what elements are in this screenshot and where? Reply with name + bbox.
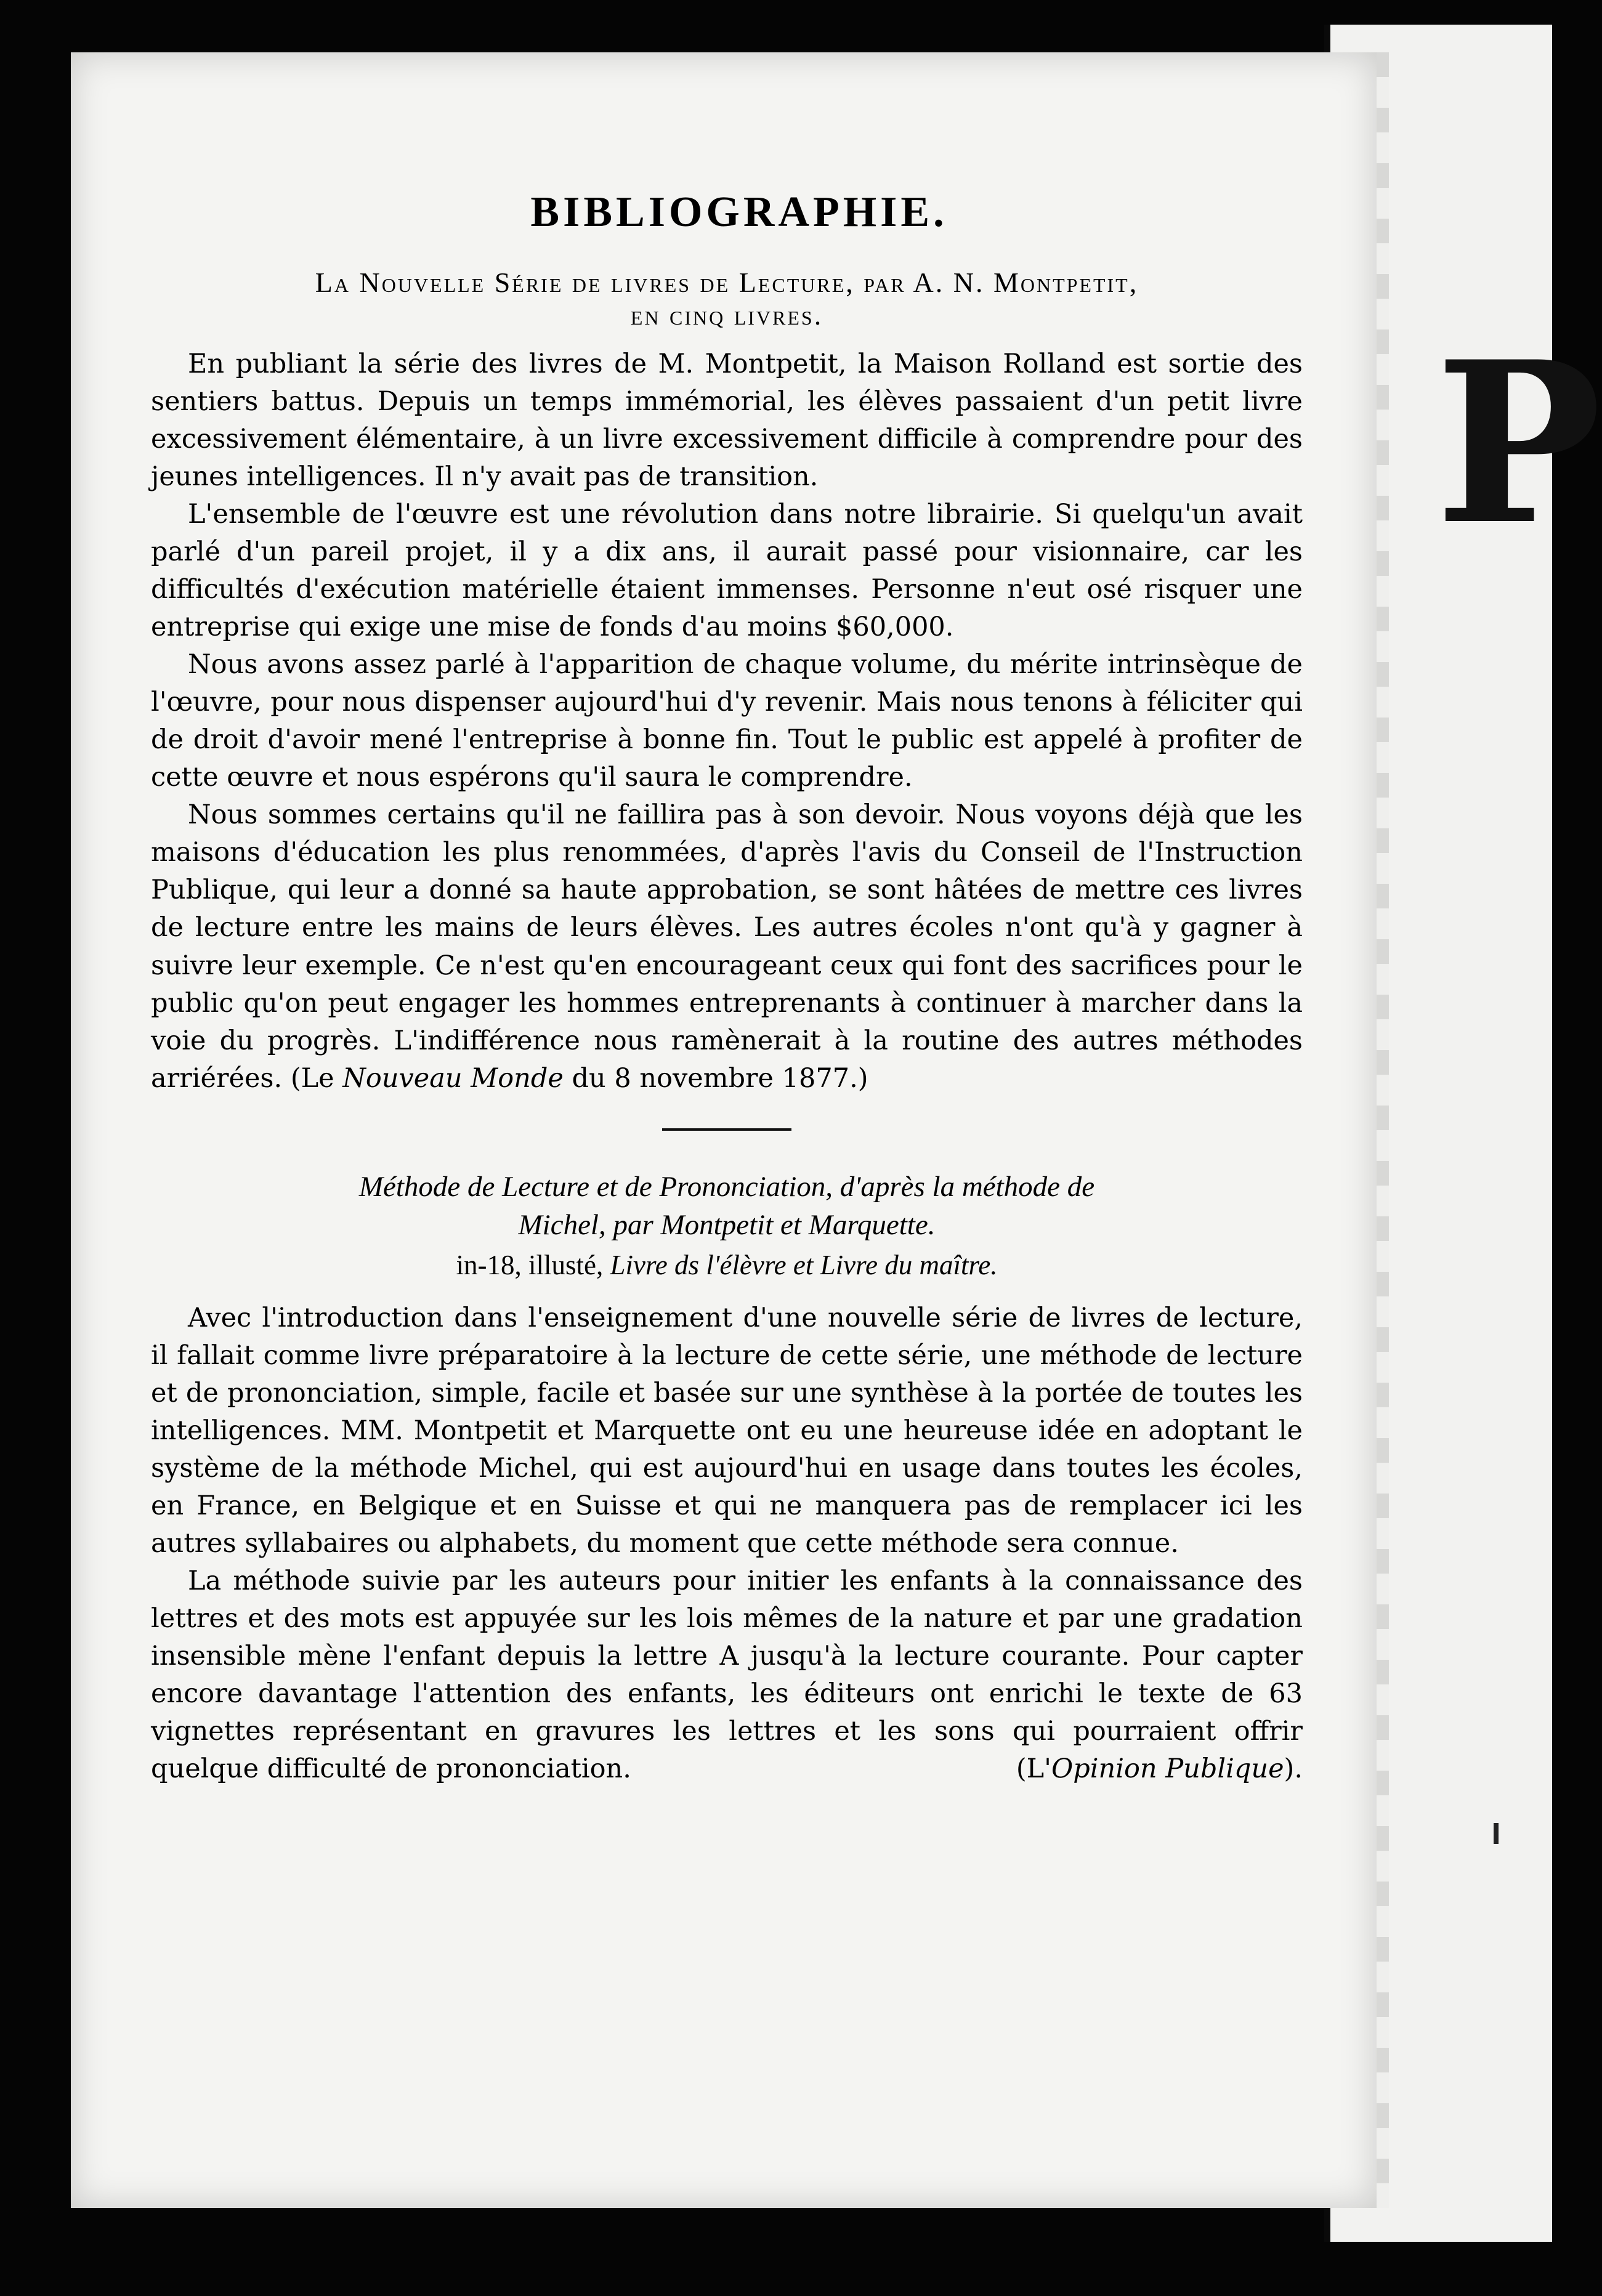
section1-subtitle-line2: en cinq livres. — [630, 299, 823, 331]
section2-source — [979, 1750, 1303, 1788]
section1-subtitle-line1: La Nouvelle Série de livres de Lecture, par A. N. Montpetit, — [315, 267, 1139, 298]
adjacent-page-mark — [1494, 1823, 1499, 1844]
page-title: BIBLIOGRAPHIE. — [530, 188, 948, 236]
section1-paragraph-4 — [151, 796, 1303, 1097]
section2-format-plain: in-18, illusté, — [456, 1249, 610, 1280]
section1-subtitle — [151, 267, 1303, 332]
section2-title-line1: Méthode de Lecture et de Prononciation, d'après la méthode de — [358, 1170, 1095, 1203]
section1-paragraph-2: L'ensemble de l'œuvre est une révolution dans notre librairie. Si quelqu'un avait parlé d'un pareil projet, il y a dix ans, il aurait passé pour visionnaire, car les difficultés d'exécution matérielle étaient immenses. Personne n'eut osé risquer une entreprise qui exige une mise de fonds d'au moins $60,000. — [151, 498, 1303, 643]
section2-paragraph-2-text: La méthode suivie par les auteurs pour initier les enfants à la connaissance des lettres et des mots est appuyée sur les lois mêmes de la nature et par une gradation insensible mène l'enfant depuis la lettre A jusqu'à la lecture courante. Pour capter encore davantage l'attention des enfants, les éditeurs ont enrichi le texte de 63 vignettes représentant en gravures les lettres et les sons qui pourraient offrir quelque difficulté de prononciation. — [151, 1566, 1303, 1785]
section-nouvelle-serie — [151, 267, 1303, 1097]
page-content — [151, 188, 1303, 1788]
page-edge — [1377, 52, 1389, 2208]
section2-title-line2: Michel, par Montpetit et Marquette. — [518, 1208, 936, 1241]
section1-source-name: Nouveau Monde — [342, 1062, 564, 1094]
section1-paragraph-3: Nous avons assez parlé à l'apparition de chaque volume, du mérite intrinsèque de l'œuvre, pour nous dispenser aujourd'hui d'y revenir. Mais nous tenons à féliciter qui de droit d'avoir mené l'entreprise à bonne fin. Tout le public est appelé à profiter de cette œuvre et nous espérons qu'il saura le comprendre. — [151, 649, 1303, 793]
section2-source-name: Opinion Publique — [1051, 1753, 1284, 1785]
section1-source-open: (Le — [290, 1062, 343, 1094]
section2-paragraph-1: Avec l'introduction dans l'enseignement d'une nouvelle série de livres de lecture, il fallait comme livre préparatoire à la lecture de cette série, une méthode de lecture et de prononciation, simple, facile et basée sur une synthèse à la portée de toutes les intelligences. MM. Montpetit et Marquette ont eu une heureuse idée en adoptant le système de la méthode Michel, qui est aujourd'hui en usage dans toutes les écoles, en France, en Belgique et en Suisse et qui ne manquera pas de remplacer ici les autres syllabaires ou alphabets, du moment que cette méthode sera connue. — [151, 1302, 1303, 1559]
section2-source-open: (L' — [1016, 1753, 1051, 1785]
section2-paragraph-2 — [151, 1562, 1303, 1788]
section2-format — [151, 1249, 1303, 1281]
section2-format-italic: Livre ds l'élèvre et Livre du maître. — [610, 1249, 998, 1280]
section-divider — [662, 1128, 791, 1131]
section-methode-lecture — [151, 1168, 1303, 1789]
adjacent-page-letter: P — [1435, 313, 1602, 573]
section1-source-date: du 8 novembre 1877.) — [563, 1062, 868, 1094]
section2-source-close: ). — [1284, 1753, 1303, 1785]
section1-paragraph-1: En publiant la série des livres de M. Montpetit, la Maison Rolland est sortie des sentiers battus. Depuis un temps immémorial, les élèves passaient d'un petit livre excessivement élémentaire, à un livre excessivement difficile à comprendre pour des jeunes intelligences. Il n'y avait pas de transition. — [151, 348, 1303, 492]
section1-paragraph-4-text: Nous sommes certains qu'il ne faillira pas à son devoir. Nous voyons déjà que les maisons d'éducation les plus renommées, d'après l'avis du Conseil de l'Instruction Publique, qui leur a donné sa haute approbation, se sont hâtées de mettre ces livres de lecture entre les mains de leurs élèves. Les autres écoles n'ont qu'à y gagner à suivre leur exemple. Ce n'est qu'en encourageant ceux qui font des sacrifices pour le public qu'on peut engager les hommes entreprenants à continuer à marcher dans la voie du progrès. L'indifférence nous ramènerait à la routine des autres méthodes arriérées. — [151, 799, 1303, 1094]
section2-title — [151, 1168, 1303, 1244]
